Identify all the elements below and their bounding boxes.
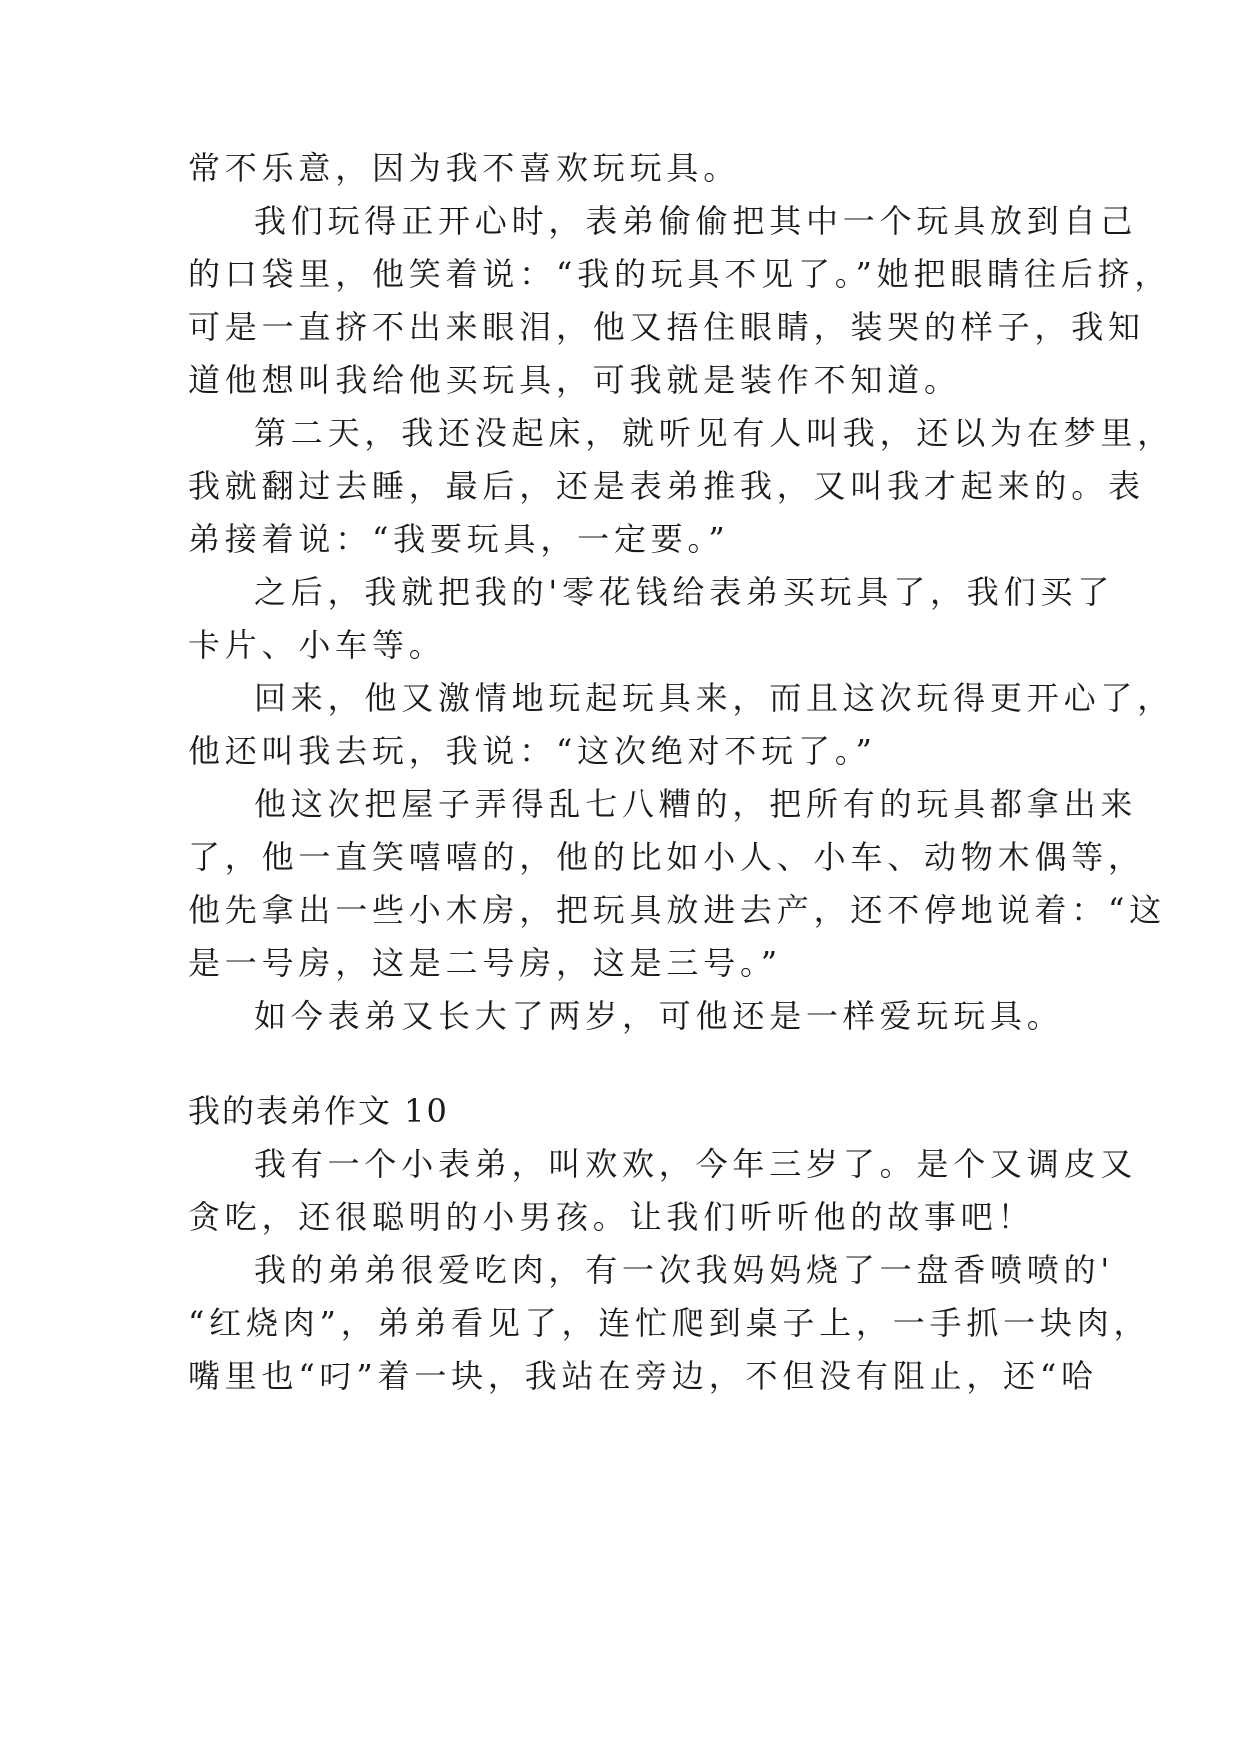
text-line: 如今表弟又长大了两岁，可他还是一样爱玩玩具。 (254, 997, 1064, 1035)
text-line: 道他想叫我给他买玩具，可我就是装作不知道。 (188, 361, 961, 399)
text-line: 是一号房，这是二号房，这是三号。” (188, 944, 782, 982)
text-line: 他这次把屋子弄得乱七八糟的，把所有的玩具都拿出来 (254, 785, 1138, 823)
text-line: 我们玩得正开心时，表弟偷偷把其中一个玩具放到自己 (254, 202, 1138, 240)
text-line: 我有一个小表弟，叫欢欢，今年三岁了。是个又调皮又 (254, 1145, 1138, 1183)
text-line: “红烧肉”，弟弟看见了，连忙爬到桌子上，一手抓一块肉， (188, 1304, 1151, 1342)
text-line: 我的弟弟很爱吃肉，有一次我妈妈烧了一盘香喷喷的' (254, 1251, 1114, 1289)
text-line: 卡片、小车等。 (188, 626, 446, 664)
section-heading: 我的表弟作文 10 (188, 1092, 449, 1130)
text-line: 之后，我就把我的'零花钱给表弟买玩具了，我们买了 (254, 573, 1114, 611)
text-line: 可是一直挤不出来眼泪，他又捂住眼睛，装哭的样子，我知 (188, 308, 1145, 346)
text-line: 的口袋里，他笑着说：“我的玩具不见了。”她把眼睛往后挤， (188, 255, 1172, 293)
text-line: 常不乐意，因为我不喜欢玩玩具。 (188, 149, 741, 187)
text-line: 嘴里也“叼”着一块，我站在旁边，不但没有阻止，还“哈 (188, 1357, 1098, 1395)
text-line: 他先拿出一些小木房，把玩具放进去产，还不停地说着：“这 (188, 891, 1166, 929)
text-line: 了，他一直笑嘻嘻的，他的比如小人、小车、动物木偶等， (188, 838, 1145, 876)
text-line: 回来，他又激情地玩起玩具来，而且这次玩得更开心了， (254, 679, 1175, 717)
text-line: 弟接着说：“我要玩具，一定要。” (188, 520, 730, 558)
text-line: 我就翻过去睡，最后，还是表弟推我，又叫我才起来的。表 (188, 467, 1145, 505)
text-line: 贪吃，还很聪明的小男孩。让我们听听他的故事吧！ (188, 1198, 1035, 1236)
text-line: 第二天，我还没起床，就听见有人叫我，还以为在梦里， (254, 414, 1175, 452)
text-line: 他还叫我去玩，我说：“这次绝对不玩了。” (188, 732, 877, 770)
